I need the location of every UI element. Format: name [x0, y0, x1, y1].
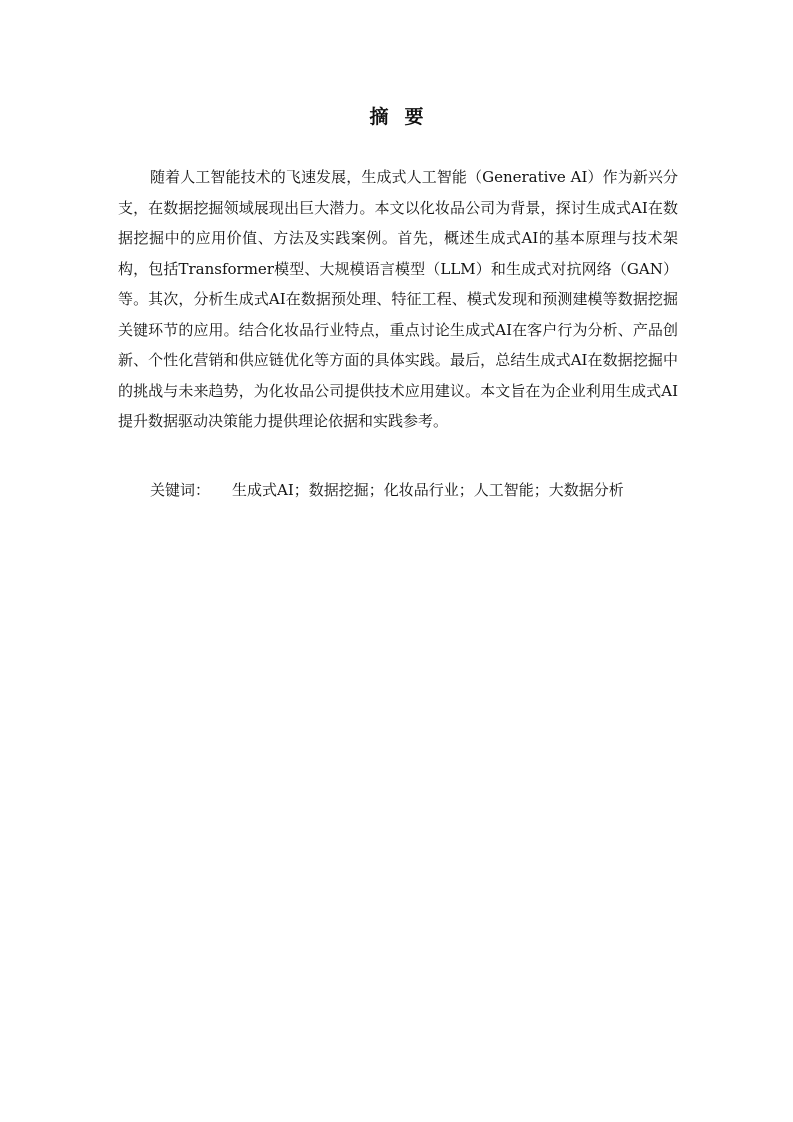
keywords-line: [150, 475, 680, 505]
abstract-body: 随着人工智能技术的飞速发展，生成式人工智能（Generative AI）作为新兴分支，在数据挖掘领域展现出巨大潜力。本文以化妆品公司为背景，探讨生成式AI在数据挖掘中的应用价值、方法及实践案例。首先，概述生成式AI的基本原理与技术架构，包括Transformer模型、大规模语言模型（LLM）和生成式对抗网络（GAN）等。其次，分析生成式AI在数据预处理、特征工程、模式发现和预测建模等数据挖掘关键环节的应用。结合化妆品行业特点，重点讨论生成式AI在客户行为分析、产品创新、个性化营销和供应链优化等方面的具体实践。最后，总结生成式AI在数据挖掘中的挑战与未来趋势，为化妆品公司提供技术应用建议。本文旨在为企业利用生成式AI提升数据驱动决策能力提供理论依据和实践参考。: [118, 168, 678, 430]
keywords-label: 关键词：: [150, 481, 211, 499]
keywords-list: 生成式AI；数据挖掘；化妆品行业；人工智能；大数据分析: [232, 481, 624, 499]
abstract-title: 摘要: [369, 106, 440, 128]
